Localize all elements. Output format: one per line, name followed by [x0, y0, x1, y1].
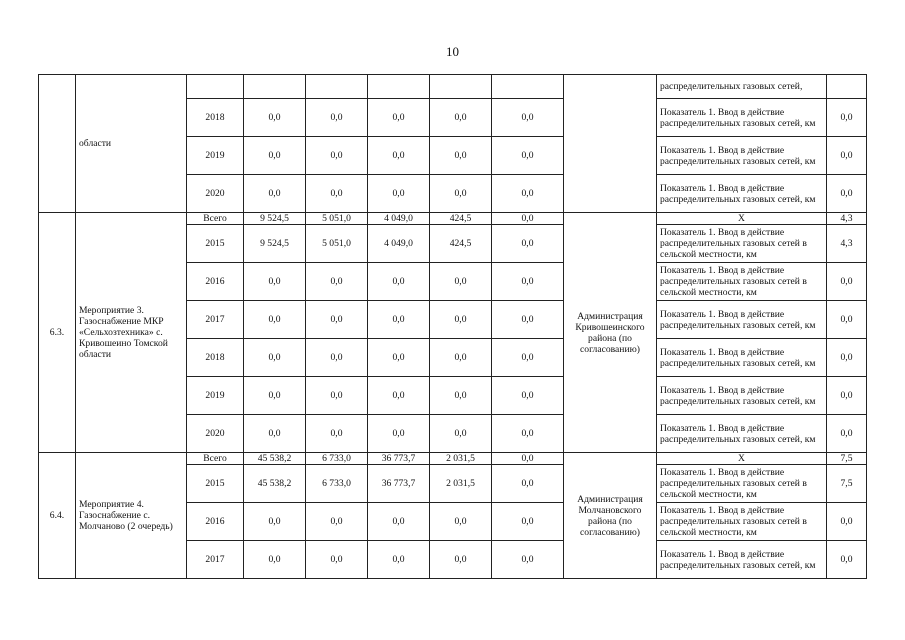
table-row-total — [39, 453, 867, 465]
value-cell: 0,0 — [368, 137, 430, 175]
value-cell: 0,0 — [368, 301, 430, 339]
value-cell: 0,0 — [492, 541, 564, 579]
value-cell: 0,0 — [430, 377, 492, 415]
value-cell: 0,0 — [368, 263, 430, 301]
row-number-cell: 6.4. — [39, 453, 76, 579]
value-cell: 6 733,0 — [306, 465, 368, 503]
value-cell: 36 773,7 — [368, 453, 430, 465]
value-cell: 6 733,0 — [306, 453, 368, 465]
value-cell: 5 051,0 — [306, 213, 368, 225]
indicator-value-cell: 0,0 — [827, 541, 867, 579]
value-cell: 0,0 — [306, 301, 368, 339]
indicator-value-cell: 4,3 — [827, 225, 867, 263]
value-cell: 0,0 — [244, 137, 306, 175]
value-cell: 0,0 — [368, 415, 430, 453]
value-cell: 0,0 — [244, 301, 306, 339]
year-cell: 2018 — [187, 339, 244, 377]
value-cell: 0,0 — [306, 263, 368, 301]
year-cell: 2015 — [187, 465, 244, 503]
value-cell: 2 031,5 — [430, 465, 492, 503]
value-cell: 0,0 — [244, 377, 306, 415]
value-cell — [306, 75, 368, 99]
indicator-value-cell: 0,0 — [827, 301, 867, 339]
value-cell: 0,0 — [306, 175, 368, 213]
value-cell: 0,0 — [306, 541, 368, 579]
indicator-value-cell: 0,0 — [827, 99, 867, 137]
indicator-value-cell — [827, 75, 867, 99]
indicator-cell: Показатель 1. Ввод в действие распределительных газовых сетей, км — [657, 175, 827, 213]
value-cell: 0,0 — [306, 503, 368, 541]
year-cell: 2020 — [187, 415, 244, 453]
value-cell: 0,0 — [430, 339, 492, 377]
administrator-cell: Администрация Молчановского района (по согласованию) — [564, 453, 657, 579]
row-number-cell — [39, 75, 76, 213]
value-cell: 0,0 — [368, 175, 430, 213]
value-cell: 0,0 — [492, 99, 564, 137]
year-cell: Всего — [187, 453, 244, 465]
value-cell: 0,0 — [492, 453, 564, 465]
value-cell — [244, 75, 306, 99]
value-cell: 0,0 — [492, 175, 564, 213]
indicator-value-cell: 0,0 — [827, 263, 867, 301]
value-cell — [368, 75, 430, 99]
indicator-cell: Показатель 1. Ввод в действие распределительных газовых сетей, км — [657, 541, 827, 579]
value-cell: 45 538,2 — [244, 453, 306, 465]
indicator-cell: Х — [657, 453, 827, 465]
indicator-cell: распределительных газовых сетей, — [657, 75, 827, 99]
value-cell: 0,0 — [306, 137, 368, 175]
value-cell: 0,0 — [492, 339, 564, 377]
value-cell: 0,0 — [244, 339, 306, 377]
value-cell: 0,0 — [430, 301, 492, 339]
indicator-cell: Показатель 1. Ввод в действие распределительных газовых сетей, км — [657, 339, 827, 377]
year-cell — [187, 75, 244, 99]
value-cell: 0,0 — [492, 213, 564, 225]
value-cell: 0,0 — [430, 137, 492, 175]
value-cell: 0,0 — [492, 503, 564, 541]
indicator-value-cell: 0,0 — [827, 415, 867, 453]
indicator-value-cell: 0,0 — [827, 503, 867, 541]
value-cell: 0,0 — [492, 225, 564, 263]
indicator-value-cell: 7,5 — [827, 453, 867, 465]
value-cell — [430, 75, 492, 99]
indicator-value-cell: 4,3 — [827, 213, 867, 225]
indicator-value-cell: 0,0 — [827, 175, 867, 213]
year-cell: 2016 — [187, 263, 244, 301]
value-cell: 0,0 — [306, 415, 368, 453]
value-cell: 0,0 — [430, 175, 492, 213]
value-cell: 0,0 — [244, 541, 306, 579]
indicator-value-cell: 0,0 — [827, 339, 867, 377]
value-cell: 0,0 — [368, 339, 430, 377]
indicator-cell: Показатель 1. Ввод в действие распределительных газовых сетей, км — [657, 301, 827, 339]
indicator-cell: Показатель 1. Ввод в действие распределительных газовых сетей, км — [657, 377, 827, 415]
year-cell: 2019 — [187, 137, 244, 175]
indicator-cell: Показатель 1. Ввод в действие распределительных газовых сетей, км — [657, 415, 827, 453]
year-cell: 2018 — [187, 99, 244, 137]
activity-name-cell: Мероприятие 3. Газоснабжение МКР «Сельхозтехника» с. Кривошеино Томской области — [76, 213, 187, 453]
administrator-cell — [564, 75, 657, 213]
value-cell: 0,0 — [244, 175, 306, 213]
value-cell: 0,0 — [492, 137, 564, 175]
value-cell: 0,0 — [368, 541, 430, 579]
activity-name-cell: Мероприятие 4. Газоснабжение с. Молчаново (2 очередь) — [76, 453, 187, 579]
value-cell: 4 049,0 — [368, 213, 430, 225]
value-cell: 424,5 — [430, 225, 492, 263]
indicator-cell: Показатель 1. Ввод в действие распределительных газовых сетей в сельской местности, км — [657, 503, 827, 541]
indicator-cell: Показатель 1. Ввод в действие распределительных газовых сетей в сельской местности, км — [657, 225, 827, 263]
value-cell: 0,0 — [492, 263, 564, 301]
value-cell: 9 524,5 — [244, 225, 306, 263]
value-cell: 0,0 — [368, 377, 430, 415]
value-cell: 0,0 — [430, 99, 492, 137]
indicator-cell: Показатель 1. Ввод в действие распределительных газовых сетей в сельской местности, км — [657, 263, 827, 301]
table-row — [39, 75, 867, 99]
indicator-cell: Показатель 1. Ввод в действие распределительных газовых сетей, км — [657, 99, 827, 137]
value-cell: 4 049,0 — [368, 225, 430, 263]
value-cell: 0,0 — [430, 503, 492, 541]
value-cell: 36 773,7 — [368, 465, 430, 503]
value-cell — [492, 75, 564, 99]
indicator-value-cell: 0,0 — [827, 137, 867, 175]
year-cell: 2017 — [187, 541, 244, 579]
value-cell: 0,0 — [244, 415, 306, 453]
year-cell: 2017 — [187, 301, 244, 339]
value-cell: 9 524,5 — [244, 213, 306, 225]
value-cell: 0,0 — [244, 503, 306, 541]
value-cell: 0,0 — [430, 263, 492, 301]
value-cell: 0,0 — [492, 377, 564, 415]
value-cell: 0,0 — [492, 415, 564, 453]
value-cell: 2 031,5 — [430, 453, 492, 465]
value-cell: 0,0 — [244, 99, 306, 137]
activity-name-cell: области — [76, 75, 187, 213]
activities-table — [38, 74, 867, 579]
value-cell: 0,0 — [430, 541, 492, 579]
year-cell: 2015 — [187, 225, 244, 263]
row-number-cell: 6.3. — [39, 213, 76, 453]
indicator-cell: Показатель 1. Ввод в действие распределительных газовых сетей в сельской местности, км — [657, 465, 827, 503]
indicator-value-cell: 7,5 — [827, 465, 867, 503]
value-cell: 0,0 — [492, 301, 564, 339]
value-cell: 45 538,2 — [244, 465, 306, 503]
value-cell: 0,0 — [306, 377, 368, 415]
indicator-value-cell: 0,0 — [827, 377, 867, 415]
value-cell: 0,0 — [430, 415, 492, 453]
page-number: 10 — [446, 44, 459, 59]
indicator-cell: Показатель 1. Ввод в действие распределительных газовых сетей, км — [657, 137, 827, 175]
value-cell: 424,5 — [430, 213, 492, 225]
value-cell: 0,0 — [306, 339, 368, 377]
administrator-cell: Администрация Кривошеинского района (по согласованию) — [564, 213, 657, 453]
value-cell: 0,0 — [306, 99, 368, 137]
indicator-cell: Х — [657, 213, 827, 225]
year-cell: 2019 — [187, 377, 244, 415]
value-cell: 0,0 — [492, 465, 564, 503]
year-cell: 2020 — [187, 175, 244, 213]
value-cell: 0,0 — [244, 263, 306, 301]
year-cell: 2016 — [187, 503, 244, 541]
year-cell: Всего — [187, 213, 244, 225]
value-cell: 0,0 — [368, 99, 430, 137]
table-row-total — [39, 213, 867, 225]
value-cell: 5 051,0 — [306, 225, 368, 263]
value-cell: 0,0 — [368, 503, 430, 541]
